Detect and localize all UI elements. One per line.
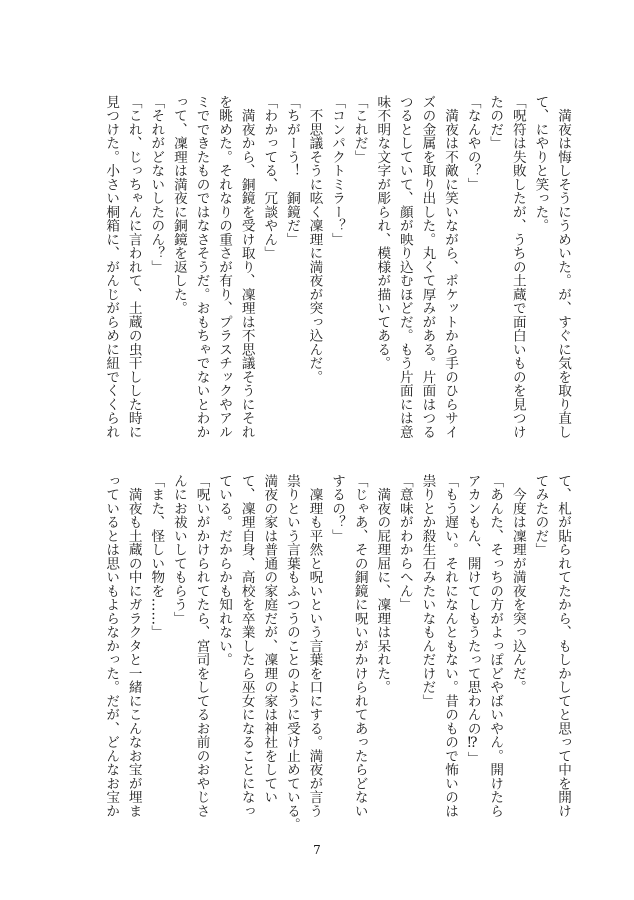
text-line: 「コンパクトミラー？」 [329, 95, 346, 247]
text-line: 「あんた、そっちの方がよっぽどやばいやん。開けたら [487, 474, 504, 818]
text-line: 凜理も平然と呪いという言葉を口にする。満夜が言う [306, 474, 323, 818]
text-line: 「呪符は失敗したが、うちの土蔵で面白いものを見つけ [509, 95, 526, 439]
text-line: 見つけた。小さい桐箱に、がんじがらめに紐でくくられ [103, 95, 120, 439]
text-line: 「これだ」 [351, 95, 368, 164]
text-line: 「意味がわからへん」 [396, 474, 413, 612]
text-line: するの？」 [329, 474, 346, 543]
text-line: て、札が貼られてたから、もしかしてと思って中を開け [555, 474, 571, 818]
text-line: 満夜も土蔵の中にガラクタと一緒にこんなお宝が埋ま [125, 474, 142, 818]
text-line: たのだ」 [487, 95, 504, 150]
text-line: 「じゃあ、その銅鏡に呪いがかけられてあったらどない [351, 474, 368, 818]
text-line: 満夜の屁理屈に、凜理は呆れた。 [374, 474, 391, 694]
text-line: 祟りという言葉もふつうのことのように受け止めている。 [283, 474, 300, 832]
text-line: んにお祓いしてもらう」 [170, 474, 187, 626]
text-line: つるとしていて、顔が映り込むほどだ。もう片面には意 [396, 95, 413, 439]
text-line: て、にやりと笑った。 [532, 95, 549, 233]
lower-text-block [4, 474, 574, 832]
text-line: アカンもん、開けてしもうたって思わんの⁉」 [464, 474, 481, 766]
text-line: 祟りとか殺生石みたいなもんだけだ」 [419, 474, 436, 708]
text-line: 「なんやの？」 [464, 95, 481, 192]
text-line: っているとは思いもよらなかった。だが、どんなお宝か [103, 474, 120, 818]
text-line: 「また、怪しい物を……」 [148, 474, 165, 639]
text-line: って、凜理は満夜に銅鏡を返した。 [170, 95, 187, 315]
text-line: 「ちがーう！ 銅鏡だ」 [283, 95, 300, 247]
text-line: ズの金属を取り出した。丸くて厚みがある。片面はつる [419, 95, 436, 439]
text-line: ミでできたものではなさそうだ。おもちゃでないとわか [193, 95, 210, 439]
text-line: 「もう遅い。それになんともない。昔のもので怖いのは [442, 474, 459, 818]
text-line: 不思議そうに呟く凜理に満夜が突っ込んだ。 [306, 95, 323, 384]
text-line: ている。だからかも知れない。 [216, 474, 233, 667]
text-line: 「わかってる、冗談やん」 [261, 95, 278, 260]
text-line: 満夜の家は普通の家庭だが、凜理の家は神社をしてい [261, 474, 278, 804]
text-line: 満夜は不敵に笑いながら、ポケットから手のひらサイ [442, 95, 459, 439]
text-line: 満夜は悔しそうにうめいた。が、すぐに気を取り直し [555, 95, 571, 439]
page-number: 7 [313, 843, 321, 857]
text-line: を眺めた。それなりの重さが有り、プラスチックやアル [216, 95, 233, 439]
text-line: 味不明な文字が彫られ、模様が描いてある。 [374, 95, 391, 370]
text-line: て、凜理自身、高校を卒業したら巫女になることになっ [238, 474, 255, 818]
text-line: 今度は凜理が満夜を突っ込んだ。 [509, 474, 526, 694]
upper-text-block [4, 95, 574, 439]
text-line: てみたのだ」 [532, 474, 549, 557]
text-line: 満夜から、銅鏡を受け取り、凜理は不思議そうにそれ [238, 95, 255, 439]
text-line: 「呪いがかけられてたら、宮司をしてるお前のおやじさ [193, 474, 210, 818]
text-line: 「これ、じっちゃんに言われて、土蔵の虫干しした時に [125, 95, 142, 439]
text-line: 「それがどないしたのん？」 [148, 95, 165, 274]
